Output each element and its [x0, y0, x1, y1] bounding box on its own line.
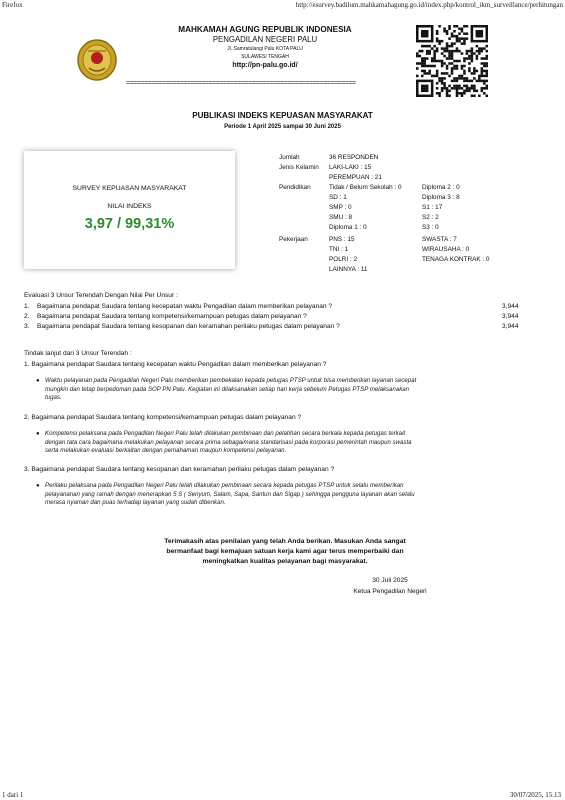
print-time: 30/07/2025, 15.13: [509, 791, 561, 799]
closing-signer: Ketua Pengadilan Negeri: [353, 588, 427, 595]
evaluation-question: Bagaimana pendapat Saudara tentang kecepatan waktu Pengadilan dalam memberikan pelayanan ?: [37, 303, 333, 310]
qr-code: [416, 25, 488, 97]
jumlah-value: 36 RESPONDEN: [329, 154, 379, 161]
evaluation-score: 3,944: [502, 313, 519, 320]
evaluation-number: 2.: [24, 313, 30, 320]
gender-male: LAKI-LAKI : 15: [329, 164, 372, 171]
evaluation-question: Bagaimana pendapat Saudara tentang kesopanan dan keramahan perilaku petugas dalam pelayanan ?: [37, 323, 340, 330]
followup-answer-line: merasa nyaman dan puas terhadap layanan yang sudah diberikan.: [45, 499, 226, 507]
evaluation-score: 3,944: [502, 323, 519, 330]
education-item: S1 : 17: [422, 204, 443, 211]
survey-label: SURVEY KEPUASAN MASYARAKAT: [72, 185, 187, 192]
followup-answer-line: tugas.: [45, 394, 62, 402]
gender-label: Jenis Kelamin: [279, 164, 319, 171]
job-item: TENAGA KONTRAK : 0: [422, 256, 490, 263]
education-item: S3 : 0: [422, 224, 439, 231]
index-label: NILAI INDEKS: [107, 203, 152, 210]
gender-female: PEREMPUAN : 21: [329, 174, 382, 181]
letterhead-province: SULAWESI TENGAH: [241, 54, 289, 60]
closing-line-1: Terimakasih atas penilaian yang telah Anda berikan. Masukan Anda sangat: [164, 538, 406, 545]
followup-answer-line: Waktu pelayanan pada Pengadilan Negeri Palu memberikan pembekalan kepada petugas PTSP untuk bisa memberikan layanan secepat: [45, 377, 417, 384]
education-item: Diploma 1 : 0: [329, 224, 367, 231]
closing-line-3: meningkatkan kualitas pelayanan bagi masyarakat.: [202, 558, 368, 565]
jumlah-label: Jumlah: [279, 154, 300, 161]
job-item: WIRAUSAHA : 0: [422, 246, 470, 253]
followup-answer-line: dengan tata cara bagaimana melakukan pelayanan secara prima sebagaimana standarisasi pada korporasi pemerintah maupun swasta: [45, 438, 412, 446]
education-item: S2 : 2: [422, 214, 439, 221]
followup-question: 1. Bagaimana pendapat Saudara tentang kecepatan waktu Pengadilan dalam memberikan pelayanan ?: [24, 361, 327, 368]
followup-question: 2. Bagaimana pendapat Saudara tentang kompetensi/kemampuan petugas dalam pelayanan ?: [24, 414, 302, 421]
followup-answer-line: Perilaku pelaksana pada Pengadilan Negeri Palu telah dilakukan pembinaan secara kepada petugas PTSP untuk selalu memberikan: [45, 482, 404, 489]
index-value: 3,97 / 99,31%: [84, 216, 175, 232]
education-item: SMP : 0: [329, 204, 352, 211]
report-title: PUBLIKASI INDEKS KEPUASAN MASYARAKAT: [192, 111, 373, 120]
followup-answer-line: pelayananan yang ramah dengan menerapkan 5 S ( Senyum, Salam, Sapa, Santun dan Sigap ) sehingga pengguna layanan akan selalu: [45, 490, 415, 498]
letterhead-line1: MAHKAMAH AGUNG REPUBLIK INDONESIA: [178, 25, 352, 34]
job-item: SWASTA : 7: [422, 236, 457, 243]
job-item: LAINNYA : 11: [329, 266, 368, 273]
evaluation-number: 1.: [24, 303, 30, 310]
court-logo: [76, 38, 118, 82]
letterhead-line2: PENGADILAN NEGERI PALU: [212, 35, 318, 44]
job-label: Pekerjaan: [279, 236, 308, 243]
education-item: Diploma 3 : 8: [422, 194, 460, 201]
job-item: TNI : 1: [329, 246, 349, 253]
followup-question: 3. Bagaimana pendapat Saudara tentang kesopanan dan keramahan perilaku petugas dalam pelayanan ?: [24, 466, 335, 473]
evaluation-score: 3,944: [502, 303, 519, 310]
report-period: Periode 1 April 2025 sampai 30 Juni 2025: [224, 124, 341, 130]
education-item: Diploma 2 : 0: [422, 184, 460, 191]
followup-heading: Tindak lanjut dari 3 Unsur Terendah :: [24, 350, 132, 357]
bullet-icon: ●: [36, 431, 40, 437]
education-label: Pendidikan: [279, 184, 311, 191]
followup-answer-line: serta melakukan evaluasi berkaitan dengan pemahaman maupun kompetensi pelayanan.: [45, 447, 287, 455]
closing-date: 30 Juli 2025: [372, 577, 408, 584]
bullet-icon: ●: [36, 483, 40, 489]
education-item: SD : 1: [329, 194, 347, 201]
letterhead-address: Jl. Samratulangi Palu KOTA PALU: [227, 46, 303, 52]
education-item: Tidak / Belum Sekolah : 0: [329, 184, 402, 191]
job-item: POLRI : 2: [329, 256, 358, 263]
browser-name: Firefox: [2, 1, 23, 9]
evaluation-number: 3.: [24, 323, 30, 330]
followup-answer-line: Kompetensi pelaksana pada Pengadilan Negeri Palu telah dilakukan pembinaan dan pelatihan secara berkala kepada petugas terkait: [45, 430, 406, 437]
followup-answer-line: mungkin dan tetap berpedoman pada SOP PN Palu. Kegiatan ini dilaksanakan setiap hari kerja sebelum Petugas PTSP melaksanakan: [45, 385, 410, 393]
summary-card: [24, 151, 235, 269]
education-item: SMU : 8: [329, 214, 353, 221]
page-url: http://esurvey.badilum.mahkamahagung.go.id/index.php/kontrol_ikm_surveillance/perhitungan: [295, 1, 563, 9]
closing-message: [120, 537, 450, 567]
page-count: 1 dari 1: [2, 791, 24, 799]
bullet-icon: ●: [36, 378, 40, 384]
letterhead-website: http://pn-palu.go.id/: [232, 62, 298, 69]
closing-line-2: bermanfaat bagi kemajuan satuan kerja kami agar terus memperbaiki dan: [166, 548, 404, 555]
job-item: PNS : 15: [329, 236, 355, 243]
evaluation-heading: Evaluasi 3 Unsur Terendah Dengan Nilai Per Unsur :: [24, 292, 178, 299]
evaluation-question: Bagaimana pendapat Saudara tentang kompetensi/kemampuan petugas dalam pelayanan ?: [37, 313, 307, 320]
letterhead-separator: ================================================================: [126, 80, 356, 87]
